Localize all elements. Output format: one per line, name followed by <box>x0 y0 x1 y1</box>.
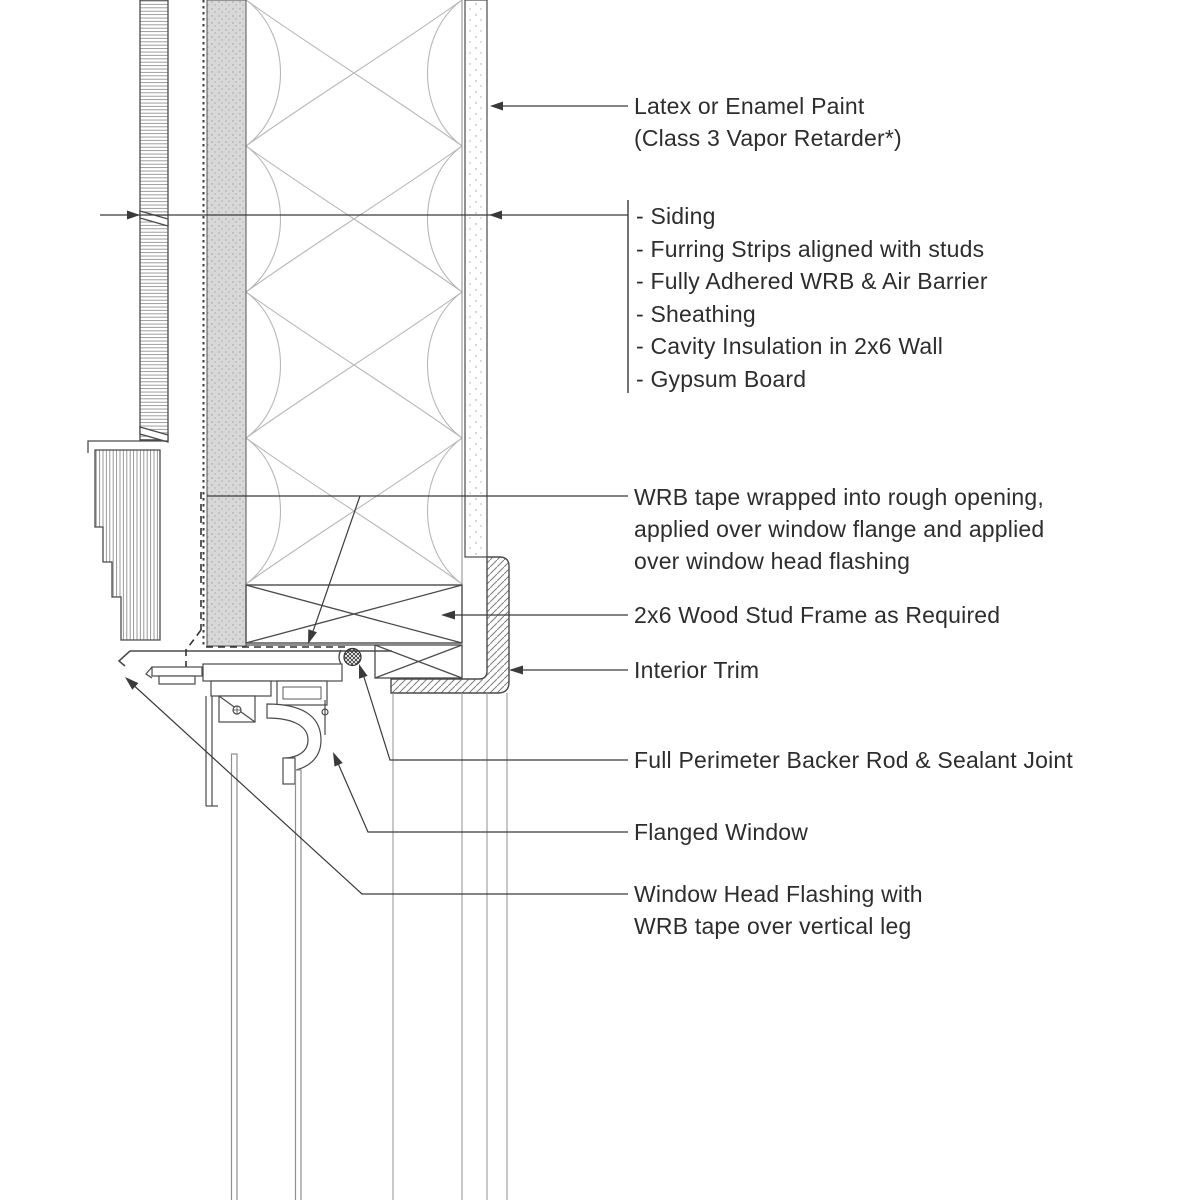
window-glazing-lines <box>232 754 302 1200</box>
callout-head-flashing-line1: Window Head Flashing with <box>634 881 923 907</box>
callout-paint-line2: (Class 3 Vapor Retarder*) <box>634 125 902 151</box>
callout-interior-trim: Interior Trim <box>634 657 760 683</box>
assembly-item-furring: - Furring Strips aligned with studs <box>636 235 985 262</box>
leader-head-flashing <box>129 681 628 894</box>
leader-flanged-window <box>337 761 628 832</box>
arrowhead-flanged-window <box>333 752 343 767</box>
band-board-section <box>95 450 160 640</box>
sheathing-layer <box>207 0 246 646</box>
arrowhead-backer-rod <box>359 664 368 679</box>
arrowhead-assembly-left <box>127 211 140 220</box>
callout-paint <box>634 90 902 154</box>
cavity-insulation-batt <box>246 0 462 585</box>
interior-finish-lines <box>393 693 507 1200</box>
wall-assembly <box>88 0 509 1200</box>
callout-backer-rod: Full Perimeter Backer Rod & Sealant Joint <box>634 747 1074 773</box>
callout-wrb-tape-line3: over window head flashing <box>634 548 911 574</box>
assembly-item-gypsum: - Gypsum Board <box>636 365 807 392</box>
arrowhead-paint <box>490 102 503 111</box>
assembly-item-insulation: - Cavity Insulation in 2x6 Wall <box>636 333 944 359</box>
callout-wrb-tape <box>634 481 1044 577</box>
assembly-item-sheathing: - Sheathing <box>636 300 756 327</box>
gypsum-board-layer <box>465 0 487 557</box>
callout-wrb-tape-line1: WRB tape wrapped into rough opening, <box>634 484 1044 510</box>
callout-stud-frame: 2x6 Wood Stud Frame as Required <box>634 602 1001 628</box>
callout-assembly-list <box>636 200 988 395</box>
assembly-item-siding: - Siding <box>636 203 716 229</box>
callout-head-flashing-line2: WRB tape over vertical leg <box>634 913 912 939</box>
callout-head-flashing <box>634 878 923 942</box>
assembly-item-wrb: - Fully Adhered WRB & Air Barrier <box>636 268 988 294</box>
siding-section <box>88 0 168 453</box>
callout-wrb-tape-line2: applied over window flange and applied <box>634 516 1045 542</box>
callout-paint-line1: Latex or Enamel Paint <box>634 93 865 119</box>
arrowhead-assembly-right <box>489 211 502 220</box>
flanged-window-frame <box>146 664 342 806</box>
callout-flanged-window: Flanged Window <box>634 819 809 845</box>
arrowhead-interior-trim <box>509 666 523 675</box>
